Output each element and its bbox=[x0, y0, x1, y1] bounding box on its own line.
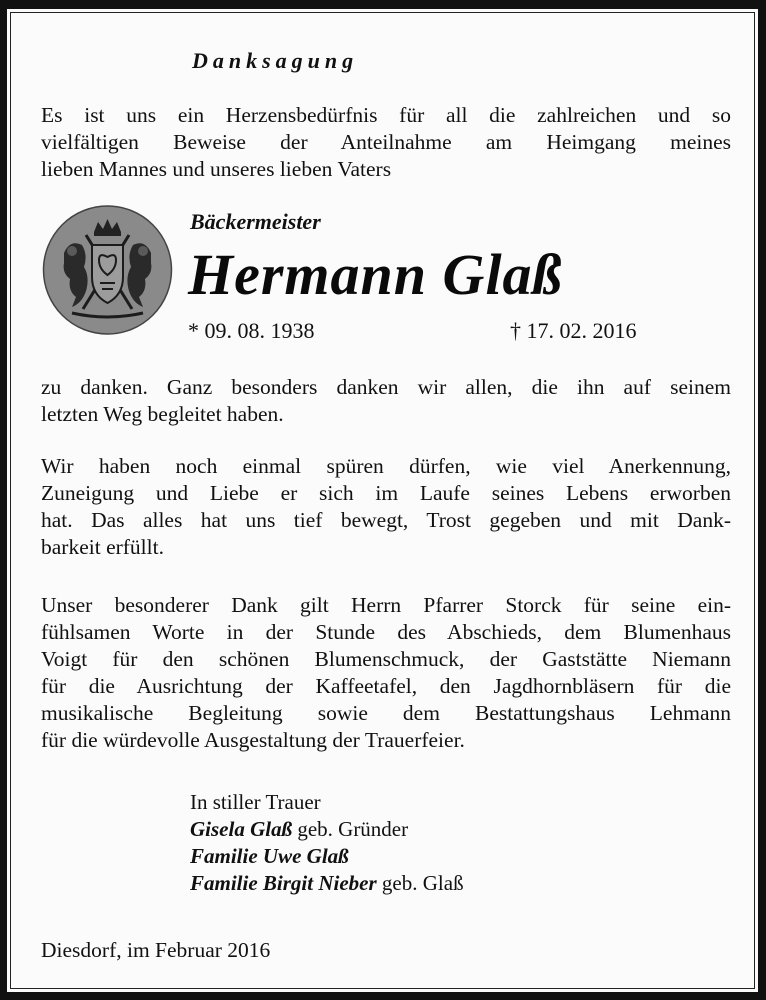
paragraph-line: Voigt für den schönen Blumenschmuck, der Gaststätte Niemann bbox=[41, 647, 731, 671]
baker-guild-emblem-icon bbox=[42, 205, 173, 335]
death-date: † 17. 02. 2016 bbox=[510, 318, 637, 343]
paragraph-line: für die würdevolle Ausgestaltung der Trauerfeier. bbox=[41, 728, 465, 752]
birth-date: * 09. 08. 1938 bbox=[188, 318, 315, 343]
place-date: Diesdorf, im Februar 2016 bbox=[41, 938, 271, 962]
mourner-line bbox=[190, 843, 349, 870]
paragraph-line: Wir haben noch einmal spüren dürfen, wie viel Anerkennung, bbox=[41, 454, 731, 478]
feeling-paragraph bbox=[41, 453, 731, 561]
intro-paragraph bbox=[41, 102, 731, 183]
thanks-paragraph bbox=[41, 374, 731, 428]
paragraph-line: lieben Mannes und unseres lieben Vaters bbox=[41, 157, 392, 181]
profession: Bäckermeister bbox=[190, 209, 321, 234]
paragraph-line: Unser besonderer Dank gilt Herrn Pfarrer Storck für seine ein- bbox=[41, 593, 731, 617]
mourner-note: geb. Gründer bbox=[297, 817, 409, 841]
mourner-line bbox=[190, 870, 464, 897]
paragraph-line: zu danken. Ganz besonders danken wir allen, die ihn auf seinem bbox=[41, 375, 731, 399]
paragraph-line: hat. Das alles hat uns tief bewegt, Trost gegeben und mit Dank- bbox=[41, 508, 731, 532]
paragraph-line: vielfältigen Beweise der Anteilnahme am Heimgang meines bbox=[41, 130, 731, 154]
deceased-name: Hermann Glaß bbox=[188, 242, 563, 307]
mourners-intro: In stiller Trauer bbox=[190, 790, 321, 814]
paragraph-line: barkeit erfüllt. bbox=[41, 535, 164, 559]
mourner-name: Gisela Glaß bbox=[190, 817, 293, 841]
paragraph-line: für die Ausrichtung der Kaffeetafel, den Jagdhornbläsern für die bbox=[41, 674, 731, 698]
heading: Danksagung bbox=[192, 48, 359, 73]
mourner-note: geb. Glaß bbox=[381, 871, 464, 895]
paragraph-line: Es ist uns ein Herzensbedürfnis für all die zahlreichen und so bbox=[41, 103, 731, 127]
paragraph-line: musikalische Begleitung sowie dem Bestattungshaus Lehmann bbox=[41, 701, 731, 725]
mourner-name: Familie Uwe Glaß bbox=[190, 844, 349, 868]
special-thanks-paragraph bbox=[41, 592, 731, 754]
paragraph-line: letzten Weg begleitet haben. bbox=[41, 402, 284, 426]
mourner-name: Familie Birgit Nieber bbox=[190, 871, 377, 895]
paragraph-line: fühlsamen Worte in der Stunde des Abschieds, dem Blumenhaus bbox=[41, 620, 731, 644]
paragraph-line: Zuneigung und Liebe er sich im Laufe seines Lebens erworben bbox=[41, 481, 731, 505]
mourner-line bbox=[190, 816, 408, 843]
obituary-notice bbox=[7, 9, 758, 992]
